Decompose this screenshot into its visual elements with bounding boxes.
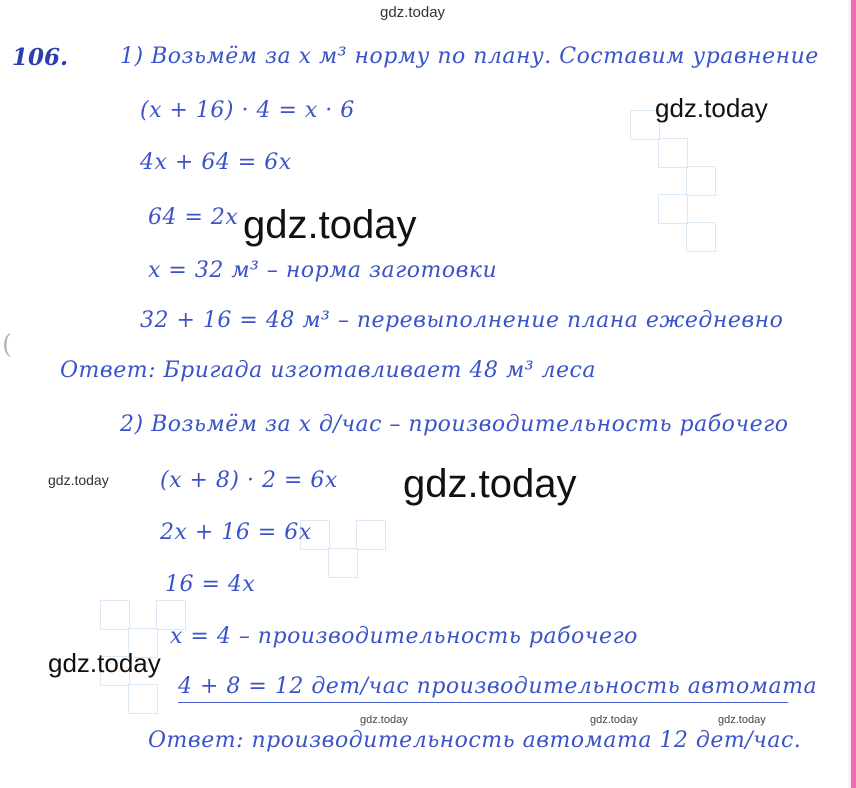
- solution-line: 2x + 16 = 6x: [160, 520, 312, 545]
- pencil-mark: (: [2, 330, 13, 360]
- task-number: 106.: [12, 44, 69, 71]
- watermark: gdz.today: [590, 714, 638, 726]
- solution-line: 2) Возьмём за x д/час – производительность рабочего: [120, 412, 789, 437]
- watermark: gdz.today: [403, 462, 577, 506]
- solution-line: (x + 16) · 4 = x · 6: [140, 98, 355, 123]
- solution-line: (x + 8) · 2 = 6x: [160, 468, 338, 493]
- solution-line: Ответ: Бригада изготавливает 48 м³ леса: [60, 358, 596, 383]
- underline-mark: [178, 702, 788, 703]
- solution-line: 16 = 4x: [165, 572, 256, 597]
- solution-line: 32 + 16 = 48 м³ – перевыполнение плана ежедневно: [140, 308, 784, 333]
- watermark: gdz.today: [48, 648, 161, 678]
- solution-line: x = 4 – производительность рабочего: [170, 624, 638, 649]
- solution-line: 1) Возьмём за x м³ норму по плану. Составим уравнение: [120, 44, 819, 69]
- solution-line: Ответ: производительность автомата 12 дет/час.: [148, 728, 802, 753]
- page-edge-bar: [851, 0, 856, 788]
- watermark: gdz.today: [718, 714, 766, 726]
- solution-line: 4 + 8 = 12 дет/час производительность автомата: [178, 674, 818, 699]
- watermark: gdz.today: [48, 472, 109, 488]
- solution-line: 4x + 64 = 6x: [140, 150, 292, 175]
- solution-line: x = 32 м³ – норма заготовки: [148, 258, 498, 283]
- watermark: gdz.today: [243, 203, 417, 247]
- watermark: gdz.today: [655, 93, 768, 123]
- solution-line: 64 = 2x: [148, 205, 239, 230]
- watermark: gdz.today: [360, 714, 408, 726]
- watermark: gdz.today: [380, 4, 446, 21]
